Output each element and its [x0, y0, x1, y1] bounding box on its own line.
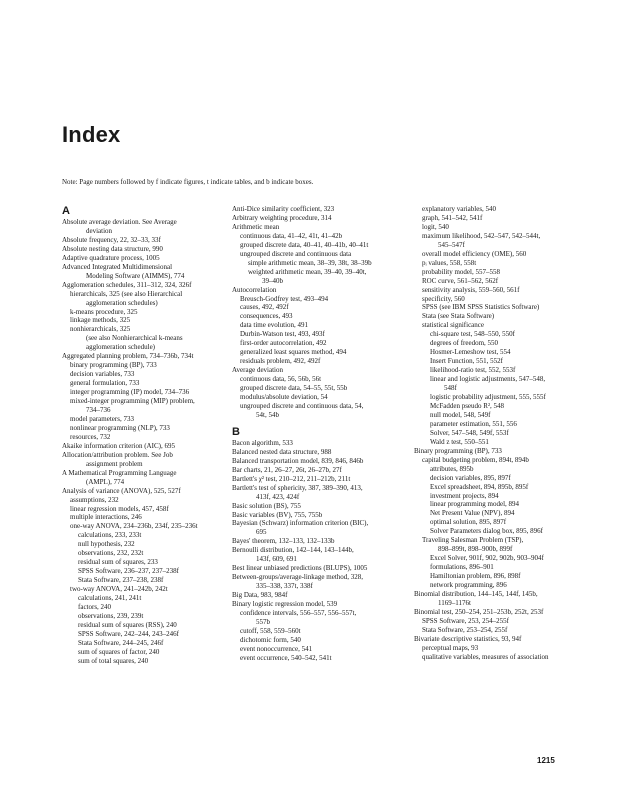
- index-entry: Insert Function, 551, 552f: [430, 357, 503, 366]
- index-entry: continuous data, 56, 56b, 56t: [240, 375, 322, 384]
- index-entry: (see also Nonhierarchical k-means: [86, 334, 183, 343]
- index-entry: pᵢ values, 558, 558t: [422, 258, 477, 267]
- index-entry: Hosmer-Lemeshow test, 554: [430, 348, 511, 357]
- index-entry: Binary programming (BP), 733: [414, 446, 502, 455]
- index-entry: Best linear unbiased predictions (BLUPS), 1005: [232, 564, 368, 573]
- index-entry: sensitivity analysis, 559–560, 561f: [422, 285, 520, 294]
- index-entry: Stata Software, 244–245, 246f: [78, 638, 164, 647]
- index-entry: Modeling Software (AIMMS), 774: [86, 271, 185, 280]
- index-entry: linear regression models, 457, 458f: [70, 504, 169, 513]
- index-entry: attributes, 895b: [430, 464, 474, 473]
- index-entry: Big Data, 983, 984f: [232, 591, 288, 600]
- index-entry: residual sum of squares (RSS), 240: [78, 620, 177, 629]
- index-entry: probability model, 557–558: [422, 267, 500, 276]
- index-entry: one-way ANOVA, 234–236b, 234f, 235–236t: [70, 522, 198, 531]
- section-letter: A: [62, 205, 70, 217]
- index-entry: 335–338, 337t, 338f: [256, 582, 313, 591]
- index-entry: calculations, 233, 233t: [78, 531, 142, 540]
- index-entry: specificity, 560: [422, 294, 465, 303]
- index-entry: Absolute frequency, 22, 32–33, 33f: [62, 235, 161, 244]
- index-entry: Solver, 547–548, 549f, 553f: [430, 428, 509, 437]
- index-entry: logit, 540: [422, 222, 449, 231]
- index-entry: Akaike information criterion (AIC), 695: [62, 441, 175, 450]
- index-entry: factors, 240: [78, 602, 112, 611]
- index-entry: 557b: [256, 617, 270, 626]
- index-column-3: [414, 205, 584, 662]
- index-entry: 54t, 54b: [256, 410, 279, 419]
- index-entry: Adaptive quadrature process, 1005: [62, 253, 160, 262]
- index-entry: general formulation, 733: [70, 379, 140, 388]
- index-entry: grouped discrete data, 54–55, 55t, 55b: [240, 384, 348, 393]
- index-entry: Agglomeration schedules, 311–312, 324, 326f: [62, 280, 192, 289]
- index-entry: overall model efficiency (OME), 560: [422, 249, 527, 258]
- index-entry: Between-groups/average-linkage method, 328,: [232, 573, 364, 582]
- index-entry: mixed-integer programming (MIP) problem,: [70, 397, 195, 406]
- index-entry: Autocorrelation: [232, 285, 277, 294]
- index-entry: modulus/absolute deviation, 54: [240, 393, 328, 402]
- index-entry: sum of total squares, 240: [78, 656, 149, 665]
- index-entry: A Mathematical Programming Language: [62, 468, 177, 477]
- index-entry: capital budgeting problem, 894t, 894b: [422, 455, 529, 464]
- index-entry: Bartlett's test of sphericity, 387, 389–390, 413,: [232, 483, 363, 492]
- index-entry: multiple interactions, 246: [70, 513, 142, 522]
- index-entry: logistic probability adjustment, 555, 555f: [430, 393, 546, 402]
- index-entry: Bacon algorithm, 533: [232, 438, 293, 447]
- index-entry: 39–40b: [262, 276, 283, 285]
- index-entry: (AMPL), 774: [86, 477, 125, 486]
- index-entry: generalized least squares method, 494: [240, 348, 347, 357]
- index-entry: confidence intervals, 556–557, 556–557t,: [240, 608, 357, 617]
- index-entry: degrees of freedom, 550: [430, 339, 499, 348]
- index-entry: deviation: [86, 226, 113, 235]
- index-entry: nonlinear programming (NLP), 733: [70, 423, 170, 432]
- index-entry: observations, 232, 232t: [78, 549, 144, 558]
- index-entry: consequences, 493: [240, 312, 293, 321]
- index-entry: nonhierarchicals, 325: [70, 325, 131, 334]
- index-entry: Absolute average deviation. See Average: [62, 218, 177, 226]
- index-entry: simple arithmetic mean, 38–39, 38t, 38–39b: [248, 258, 372, 267]
- index-entry: SPSS (see IBM SPSS Statistics Software): [422, 303, 540, 312]
- index-entry: parameter estimation, 551, 556: [430, 419, 517, 428]
- index-entry: Wald z test, 550–551: [430, 437, 489, 446]
- index-entry: null hypothesis, 232: [78, 540, 135, 549]
- index-entry: dichotomic form, 540: [240, 635, 301, 644]
- index-entry: ungrouped discrete and continuous data, 54,: [240, 401, 364, 410]
- page-number: 1215: [537, 756, 555, 765]
- index-column-2: [232, 205, 410, 663]
- index-entry: linkage methods, 325: [70, 316, 131, 325]
- index-entry: Bayes' theorem, 132–133, 132–133b: [232, 537, 335, 546]
- index-entry: maximum likelihood, 542–547, 542–544t,: [422, 231, 541, 240]
- index-entry: network programming, 896: [430, 581, 507, 590]
- index-entry: two-way ANOVA, 241–242b, 242t: [70, 585, 168, 594]
- index-entry: Bivariate descriptive statistics, 93, 94f: [414, 634, 522, 643]
- index-entry: sum of squares of factor, 240: [78, 647, 160, 656]
- index-entry: Bartlett's χ² test, 210–212, 211–212b, 211t: [232, 474, 351, 483]
- index-entry: weighted arithmetic mean, 39–40, 39–40t,: [248, 267, 367, 276]
- index-entry: perceptual maps, 93: [422, 643, 479, 652]
- index-entry: Basic solution (BS), 755: [232, 501, 301, 510]
- index-entry: null model, 548, 549f: [430, 410, 491, 419]
- index-entry: graph, 541–542, 541f: [422, 213, 483, 222]
- index-entry: 143f, 609, 691: [256, 555, 297, 564]
- index-entry: calculations, 241, 241t: [78, 594, 142, 603]
- index-entry: Average deviation: [232, 366, 283, 375]
- index-entry: data time evolution, 491: [240, 321, 309, 330]
- index-entry: Absolute nesting data structure, 990: [62, 244, 163, 253]
- index-entry: k-means procedure, 325: [70, 307, 138, 316]
- index-entry: Allocation/attribution problem. See Job: [62, 450, 173, 459]
- index-entry: Stata Software, 253–254, 255f: [422, 625, 508, 634]
- index-entry: McFadden pseudo R², 548: [430, 401, 505, 410]
- index-entry: 734–736: [86, 406, 111, 415]
- index-entry: residual sum of squares, 233: [78, 558, 158, 567]
- index-entry: cutoff, 558, 559–560t: [240, 626, 301, 635]
- index-entry: Analysis of variance (ANOVA), 525, 527f: [62, 486, 181, 495]
- index-column-1: [62, 205, 224, 666]
- index-note: Note: Page numbers followed by f indicate figures, t indicate tables, and b indicate boxes.: [62, 178, 314, 186]
- index-entry: grouped discrete data, 40–41, 40–41b, 40–41t: [240, 240, 369, 249]
- index-entry: Anti-Dice similarity coefficient, 323: [232, 205, 335, 213]
- page-title: Index: [62, 122, 121, 147]
- index-entry: Net Present Value (NPV), 894: [430, 509, 515, 518]
- index-entry: decision variables, 895, 897f: [430, 473, 511, 482]
- index-entry: linear and logistic adjustments, 547–548,: [430, 375, 546, 384]
- index-entry: Binomial test, 250–254, 251–253b, 252t, 253f: [414, 607, 544, 616]
- index-entry: assumptions, 232: [70, 495, 119, 504]
- index-entry: SPSS Software, 253, 254–255f: [422, 616, 509, 625]
- index-entry: Balanced transportation model, 839, 846, 846b: [232, 456, 364, 465]
- index-entry: event nonoccurrence, 541: [240, 644, 313, 653]
- index-entry: 695: [256, 528, 267, 537]
- index-entry: SPSS Software, 236–237, 237–238f: [78, 567, 179, 576]
- index-entry: Binomial distribution, 144–145, 144f, 145b,: [414, 589, 538, 598]
- index-entry: 545–547f: [438, 240, 465, 249]
- index-entry: model parameters, 733: [70, 414, 134, 423]
- index-entry: Balanced nested data structure, 988: [232, 447, 332, 456]
- index-entry: 1169–1176t: [438, 598, 471, 607]
- index-entry: Arithmetic mean: [232, 222, 280, 231]
- index-entry: integer programming (IP) model, 734–736: [70, 388, 190, 397]
- index-entry: Breusch-Godfrey test, 493–494: [240, 294, 329, 303]
- index-entry: Durbin-Watson test, 493, 493f: [240, 330, 325, 339]
- index-entry: Binary logistic regression model, 539: [232, 600, 338, 609]
- index-entry: binary programming (BP), 733: [70, 361, 157, 370]
- index-entry: Traveling Salesman Problem (TSP),: [422, 536, 524, 545]
- index-entry: investment projects, 894: [430, 491, 499, 500]
- index-entry: Stata (see Stata Software): [422, 312, 495, 321]
- index-entry: event occurrence, 540–542, 541t: [240, 653, 332, 662]
- index-entry: statistical significance: [422, 321, 485, 330]
- index-entry: 898–899t, 898–900b, 899f: [438, 545, 513, 554]
- index-entry: 413f, 423, 424f: [256, 492, 300, 501]
- index-entry: first-order autocorrelation, 492: [240, 339, 327, 348]
- index-entry: linear programming model, 894: [430, 500, 520, 509]
- index-entry: Arbitrary weighting procedure, 314: [232, 213, 332, 222]
- index-entry: agglomeration schedules): [86, 298, 158, 307]
- index-entry: hierarchicals, 325 (see also Hierarchical: [70, 289, 183, 298]
- index-entry: Excel spreadsheet, 894, 895b, 895f: [430, 482, 529, 491]
- index-entry: Basic variables (BV), 755, 755b: [232, 510, 323, 519]
- index-entry: formulations, 896–901: [430, 563, 494, 572]
- index-entry: residuals problem, 492, 492f: [240, 357, 321, 366]
- index-entry: Bernoulli distribution, 142–144, 143–144b,: [232, 546, 354, 555]
- index-entry: chi-square test, 548–550, 550f: [430, 330, 515, 339]
- index-entry: likelihood-ratio test, 552, 553f: [430, 366, 516, 375]
- index-entry: resources, 732: [70, 432, 111, 441]
- index-entry: Advanced Integrated Multidimensional: [62, 262, 173, 271]
- index-entry: Aggregated planning problem, 734–736b, 734t: [62, 352, 194, 361]
- index-entry: agglomeration schedule): [86, 343, 156, 352]
- index-entry: assignment problem: [86, 459, 143, 468]
- index-entry: Bayesian (Schwarz) information criterion (BIC),: [232, 519, 369, 528]
- index-entry: qualitative variables, measures of association: [422, 652, 549, 661]
- index-entry: Bar charts, 21, 26–27, 26t, 26–27b, 27f: [232, 465, 342, 474]
- section-letter: B: [232, 425, 240, 438]
- index-entry: causes, 492, 492f: [240, 303, 289, 312]
- index-entry: continuous data, 41–42, 41t, 41–42b: [240, 231, 343, 240]
- index-entry: SPSS Software, 242–244, 243–246f: [78, 629, 179, 638]
- index-entry: ROC curve, 561–562, 562f: [422, 276, 499, 285]
- index-entry: Stata Software, 237–238, 238f: [78, 576, 164, 585]
- index-entry: observations, 239, 239t: [78, 611, 144, 620]
- index-entry: 548f: [444, 384, 457, 393]
- index-entry: Hamiltonian problem, 896, 898f: [430, 572, 521, 581]
- index-entry: decision variables, 733: [70, 370, 135, 379]
- index-entry: explanatory variables, 540: [422, 205, 497, 213]
- index-entry: optimal solution, 895, 897f: [430, 518, 507, 527]
- index-entry: ungrouped discrete and continuous data: [240, 249, 352, 258]
- index-entry: Solver Parameters dialog box, 895, 896f: [430, 527, 543, 536]
- index-entry: Excel Solver, 901f, 902, 902b, 903–904f: [430, 554, 544, 563]
